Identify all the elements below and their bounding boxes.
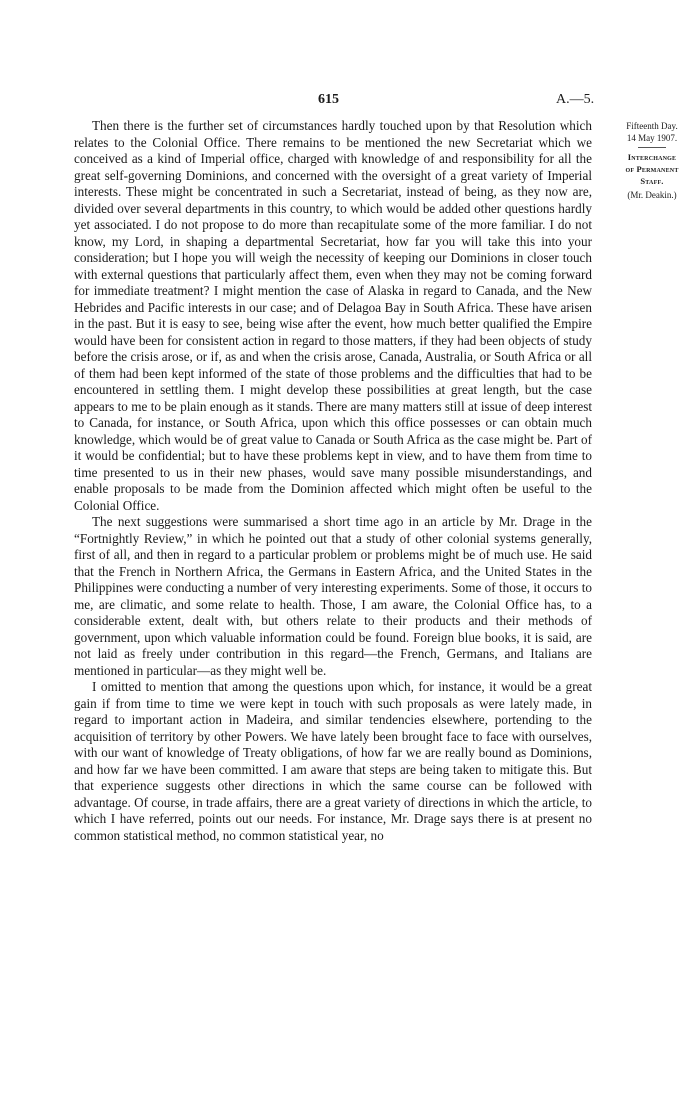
page-number: 615 bbox=[318, 92, 339, 107]
margin-date: 14 May 1907. bbox=[626, 133, 678, 143]
margin-day: Fifteenth Day. bbox=[626, 121, 678, 131]
paragraph-3: I omitted to mention that among the questions upon which, for instance, it would be a great gain if from time to time we were kept in touch with such proposals as were lately made, in regard to important action in Madeira, and similar tendencies elsewhere, portending to the acquisition of territory by other Powers. We have lately been brought face to face with ourselves, with our want of knowledge of Treaty obligations, of how far we are really bound as Dominions, and how far we have been committed. I am aware that steps are being taken to mitigate this. But that experience suggests other directions in which the same course can be followed with advantage. Of course, in trade affairs, there are a great variety of directions in which the article, to which I have referred, points out our needs. For instance, Mr. Drage says there is at present no common statistical method, no common statistical year, no bbox=[74, 679, 592, 843]
margin-subject-line-2: of Permanent bbox=[625, 164, 679, 174]
document-reference: A.—5. bbox=[556, 92, 595, 107]
paragraph-2: The next suggestions were summarised a short time ago in an article by Mr. Drage in the “Fortnightly Review,” in which he pointed out that a study of other colonial systems generally, first of all, and then in regard to a particular problem or problems might be of much use. He said that the French in Northern Africa, the Germans in Eastern Africa, and the United States in the Philippines were conducting a number of very interesting experiments. Some of those, it occurs to me, are climatic, and some relate to health. Those, I am aware, the Colonial Office has, to a considerable extent, dealt with, but others relate to their products and their methods of government, upon which valuable information could be found. Foreign blue books, it is said, are not laid as freely under contribution in this regard—the French, Germans, and Italians are mentioned in particular—as they might well be. bbox=[74, 514, 592, 678]
paragraph-1: Then there is the further set of circumstances hardly touched upon by that Resolution which relates to the Colonial Office. There remains to be mentioned the new Secretariat which we conceived as a kind of Imperial office, charged with knowledge of and responsibility for all the great self-governing Dominions, and concerned with the oversight of a great variety of Imperial interests. These might be concentrated in such a Secretariat, instead of being, as they now are, divided over several departments in this country, to which would be added other questions hardly yet associated. I do not propose to do more than recapitulate some of the more familiar. I do not know, my Lord, in shaping a departmental Secretariat, how far you will take this into your consideration; but I hope you will weigh the necessity of keeping our Dominions in closer touch with external questions that particularly affect them, even when they may not be coming forward for immediate treatment? I might mention the case of Alaska in regard to Canada, and the New Hebrides and Pacific interests in our case; and of Delagoa Bay in South Africa. These have arisen in the past. But it is easy to see, being wise after the event, how much better qualified the Empire would have been for consistent action in regard to those matters, if they had been objects of study before the crisis arose, or if, as and when the crisis arose, Canada, Australia, or South Africa or all of them had been kept informed of the state of those problems and the difficulties that had to be encountered in settling them. I might develop these possibilities at great length, but the case appears to me to be plain enough as it stands. There are many matters still at issue of deep interest to Canada, for instance, or South Africa, upon which this office possesses or can obtain much knowledge, which would be of great value to Canada or South Africa as the case might be. Part of it would be confidential; but to have these problems kept in view, and to have them from time to time presented to us in their new phases, would save many possible misunderstandings, and enable proposals to be made from the Dominion affected which might often be useful to the Colonial Office. bbox=[74, 118, 592, 513]
margin-speaker: (Mr. Deakin.) bbox=[627, 190, 677, 200]
margin-subject-line-3: Staff. bbox=[640, 176, 664, 186]
margin-note bbox=[602, 120, 700, 201]
margin-divider bbox=[638, 147, 666, 148]
margin-subject-line-1: Interchange bbox=[627, 152, 677, 162]
body-text bbox=[74, 118, 592, 844]
